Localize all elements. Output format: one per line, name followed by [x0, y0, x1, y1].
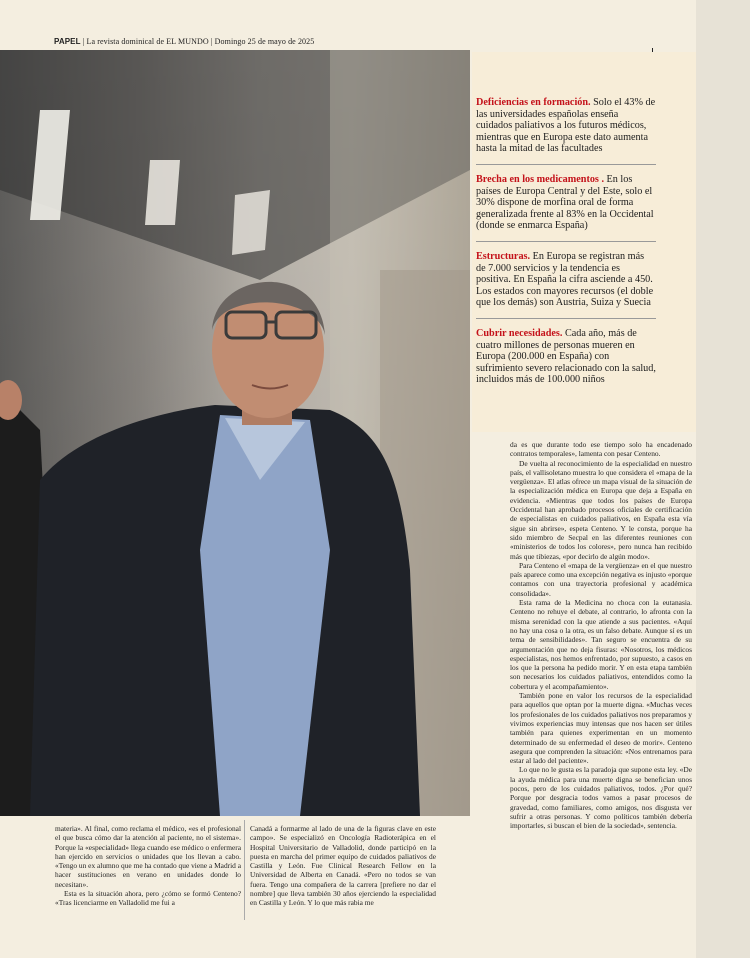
fact-item — [476, 251, 656, 319]
issue-date: Domingo 25 de mayo de 2025 — [214, 37, 315, 46]
article-column-right — [510, 440, 692, 830]
fact-body: Solo el 43% de las universidades españolas enseña cuidados paliativos a los futuros médicos, mientras que en Europa este dato aumenta hasta la mitad de las facultades — [476, 97, 656, 155]
fact-body: En Europa se registran más de 7.000 servicios y la tendencia es positiva. En España la cifra asciende a 450. Los estados con mayores recursos (el doble que los demás) son Austria, Suiza y Suecia — [476, 250, 654, 309]
section-name: PAPEL — [54, 37, 81, 46]
header-separator: | — [210, 37, 215, 46]
fact-body: Cada año, más de cuatro millones de personas mueren en Europa (200.000 en España) con sufrimiento severo relacionado con la salud, incluidos más de 100.000 niños — [476, 327, 656, 386]
article-paragraph: Canadá a formarme al lado de una de la figuras clave en este campo». Se especializó en Oncología Radioterápica en el Hospital Universitario de Valladolid, donde participó en la puesta en marcha del primer equipo de cuidados paliativos de Castilla y León. Fue Clinical Research Fellow en la Universidad de Alberta en Canadá. «Pero no todos se van fuera. Tengo una compañera de la carrera [prefiere no dar el nombre] que lleva también 30 años ejerciendo la especialidad en Castilla y León. Y lo que más rabia me — [250, 824, 436, 908]
fact-heading: Brecha en los medicamentos . — [476, 173, 604, 185]
article-paragraph: Lo que no le gusta es la paradoja que supone esta ley. «De la ayuda médica para una muerte digna se benefician unos pocos, pero de los cuidados paliativos, todos. ¿Por qué? Porque por desgracia todos vamos a pasar procesos de gravedad, como familiares, como amigos, nos disgusta ver sufrir a otras personas. Y como políticos también debería importarles, si buscan el bien de la sociedad», sentencia. — [510, 765, 692, 831]
magazine-name: La revista dominical de EL MUNDO — [86, 37, 209, 46]
fact-item — [476, 328, 656, 395]
fact-heading: Deficiencias en formación. — [476, 97, 591, 108]
fact-heading: Estructuras. — [476, 250, 531, 262]
column-divider — [244, 820, 245, 920]
running-header — [54, 37, 314, 46]
article-paragraph: También pone en valor los recursos de la especialidad para aquellos que optan por la muerte digna. «Muchas veces los profesionales de los cuidados paliativos nos preparamos y vivimos experiencias muy intensas que nos hacen ser útiles también para quienes experimentan en un momento determinado de su enfermedad el deseo de morir». Centeno asegura que comprenden la situación: «Nos entrenamos para estar al lado del paciente». — [510, 691, 692, 766]
article-column-bottom-left — [55, 824, 241, 908]
fact-item — [476, 174, 656, 242]
article-paragraph: Esta rama de la Medicina no choca con la eutanasia. Centeno no rehuye el debate, al contrario, lo afronta con la misma serenidad con la que atiende a sus pacientes. «Aquí no hay una cosa o la otra, es un falso debate. Aunque sí es un tema de sensibilidades». Tan seguro se encuentra de su argumentación que no deja fisuras: «Nosotros, los médicos especialistas, nos hemos enfrentado, por supuesto, a casos en los que la persona ha pedido morir. Y en esta etapa también son necesarios los cuidados paliativos, entendidos como la cobertura y el acompañamiento». — [510, 598, 692, 691]
article-column-bottom-middle — [250, 824, 436, 908]
article-paragraph: materia». Al final, como reclama el médico, «es el profesional el que busca cómo dar la atención al paciente, no el sistema». Porque la «especialidad» llega cuando ese médico o enfermera han ejercido en servicios o unidades que los llevan a cabo. «Tengo un ex alumno que me ha contado que viene a Madrid a hacer sustituciones en verano en unidades donde lo necesitan». — [55, 824, 241, 889]
fact-item — [476, 97, 656, 165]
article-paragraph: Esta es la situación ahora, pero ¿cómo se formó Centeno? «Tras licenciarme en Valladolid me fui a — [55, 889, 241, 908]
header-separator: | — [82, 37, 87, 46]
article-paragraph: De vuelta al reconocimiento de la especialidad en nuestro país, el vallisoletano muestra lo que considera el «mapa de la vergüenza». El atlas ofrece un mapa visual de la situación de la especialización médica en Europa que deja a España en evidencia. «Mientras que todos los países de Europa Occidental han aprobado procesos oficiales de certificación de especialistas en cuidados paliativos, en España esta vía sigue sin abrirse», espeta Centeno. Y le consta, porque ha sido miembro de Secpal en las diferentes reuniones con «ministerios de todos los colores», pero nunca han recibido más que tibiezas, «por decirlo de algún modo». — [510, 458, 692, 561]
portrait-photo — [0, 50, 470, 816]
article-paragraph: da es que durante todo ese tiempo solo ha encadenado contratos temporales», lamenta con pesar Centeno. — [510, 440, 692, 459]
fact-body: En los países de Europa Central y del Este, solo el 30% dispone de morfina oral de forma generalizada frente al 83% en la Occidental (donde se enmarca España) — [476, 173, 654, 232]
fact-heading: Cubrir necesidades. — [476, 327, 563, 339]
facts-list — [476, 97, 656, 404]
article-paragraph: Para Centeno el «mapa de la vergüenza» en el que nuestro país aparece como una excepción negativa es injusto «porque contamos con una trayectoria profesional y académica consolidada». — [510, 560, 692, 598]
portrait-illustration — [0, 50, 470, 816]
